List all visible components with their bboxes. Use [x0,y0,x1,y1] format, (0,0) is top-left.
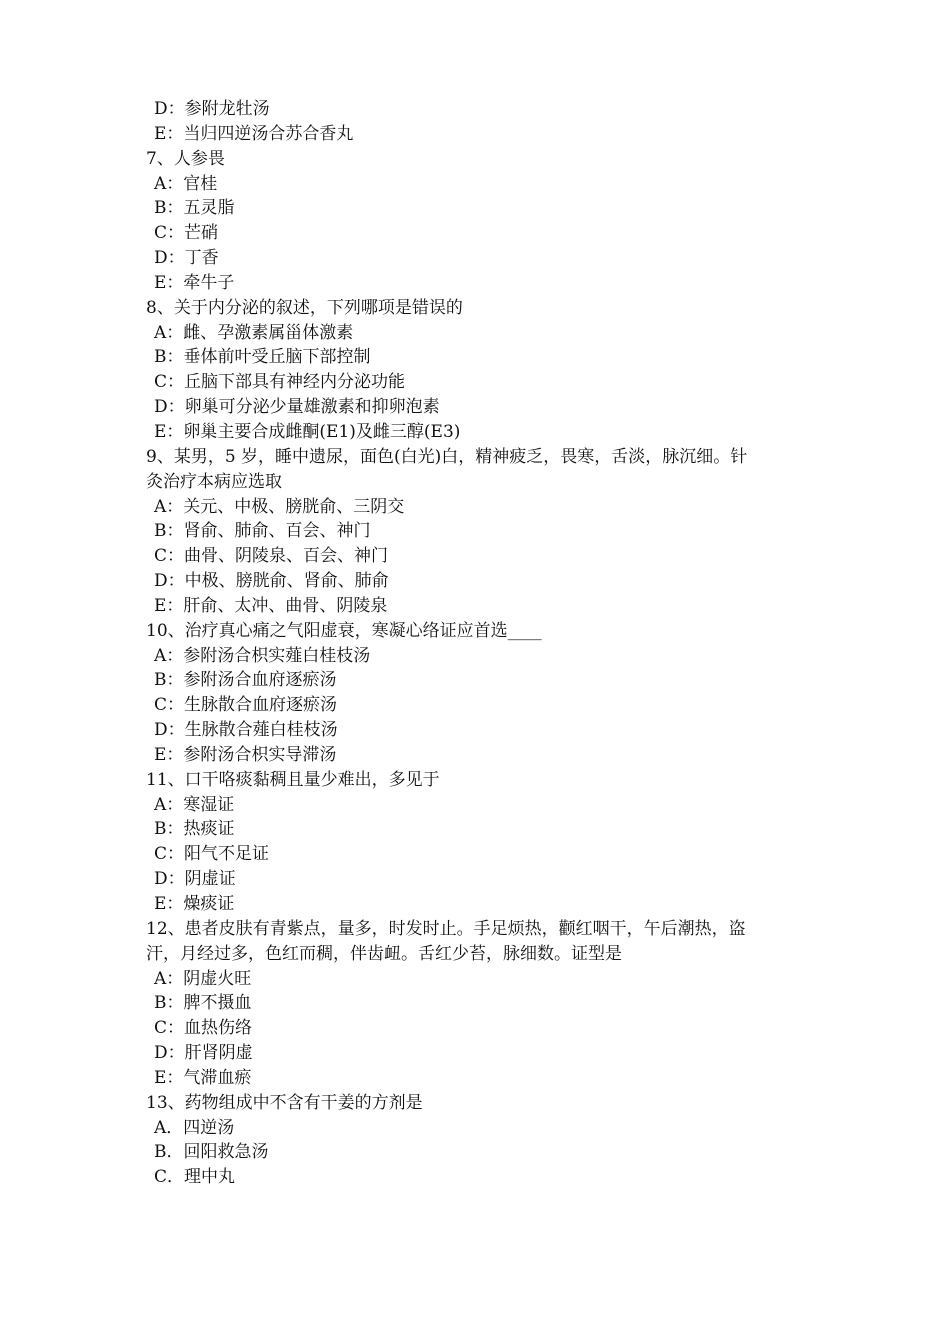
answer-option: B：脾不摄血 [154,993,252,1014]
answer-option: D：生脉散合薤白桂枝汤 [154,720,338,741]
answer-option: D：中极、膀胱俞、肾俞、肺俞 [154,571,389,592]
question-stem-continued: 汗，月经过多，色红而稠，伴齿衄。舌红少苔，脉细数。证型是 [146,943,622,964]
answer-option: B：参附汤合血府逐瘀汤 [154,670,337,691]
answer-option: E：气滞血瘀 [154,1067,252,1088]
answer-option: C：血热伤络 [154,1018,253,1039]
answer-option: E：燥痰证 [154,894,235,914]
question-stem: 10、治疗真心痛之气阳虚衰，寒凝心络证应首选____ [146,620,542,641]
answer-option: E：参附汤合枳实导滞汤 [154,744,337,765]
answer-option: B．回阳救急汤 [154,1142,269,1163]
answer-option: B：肾俞、肺俞、百会、神门 [154,521,371,542]
answer-option: D：丁香 [154,248,219,269]
answer-option: E：当归四逆汤合苏合香丸 [154,123,354,144]
answer-option: D：卵巢可分泌少量雄激素和抑卵泡素 [154,397,440,418]
question-stem-continued: 灸治疗本病应选取 [146,471,282,492]
answer-option: C：阳气不足证 [154,844,270,865]
answer-option: D：肝肾阴虚 [154,1043,253,1064]
answer-option: A：雌、孕激素属甾体激素 [154,322,354,343]
answer-option: C：生脉散合血府逐瘀汤 [154,695,338,716]
answer-option: A．四逆汤 [154,1117,235,1138]
answer-option: D：参附龙牡汤 [154,99,270,119]
question-stem: 13、药物组成中不含有干姜的方剂是 [146,1092,423,1113]
answer-option: C：芒硝 [154,223,219,244]
question-stem: 7、人参畏 [146,148,225,169]
answer-option: A：关元、中极、膀胱俞、三阴交 [154,496,405,517]
answer-option: D：阴虚证 [154,869,236,890]
answer-option: C：曲骨、阴陵泉、百会、神门 [154,546,389,567]
answer-option: B：垂体前叶受丘脑下部控制 [154,347,371,368]
answer-option: A：寒湿证 [154,794,235,815]
answer-option: E：牵牛子 [154,272,235,293]
answer-option: B：五灵脂 [154,198,235,219]
answer-option: A：参附汤合枳实薤白桂枝汤 [154,645,371,666]
question-stem: 8、关于内分泌的叙述，下列哪项是错误的 [146,297,463,318]
answer-option: B：热痰证 [154,819,235,840]
answer-option: A：官桂 [154,173,218,194]
question-list [146,97,826,1190]
question-stem: 9、某男，5 岁，睡中遗尿，面色(白光)白，精神疲乏，畏寒，舌淡，脉沉细。针 [146,446,748,467]
question-stem: 12、患者皮肤有青紫点，量多，时发时止。手足烦热，颧红咽干，午后潮热，盗 [146,918,746,939]
answer-option: C：丘脑下部具有神经内分泌功能 [154,372,406,393]
answer-option: C．理中丸 [154,1167,236,1188]
answer-option: E：肝俞、太冲、曲骨、阴陵泉 [154,595,388,616]
question-stem: 11、口干咯痰黏稠且量少难出，多见于 [146,769,440,790]
answer-option: A：阴虚火旺 [154,968,252,989]
answer-option: E：卵巢主要合成雌酮(E1)及雌三醇(E3) [154,421,461,442]
